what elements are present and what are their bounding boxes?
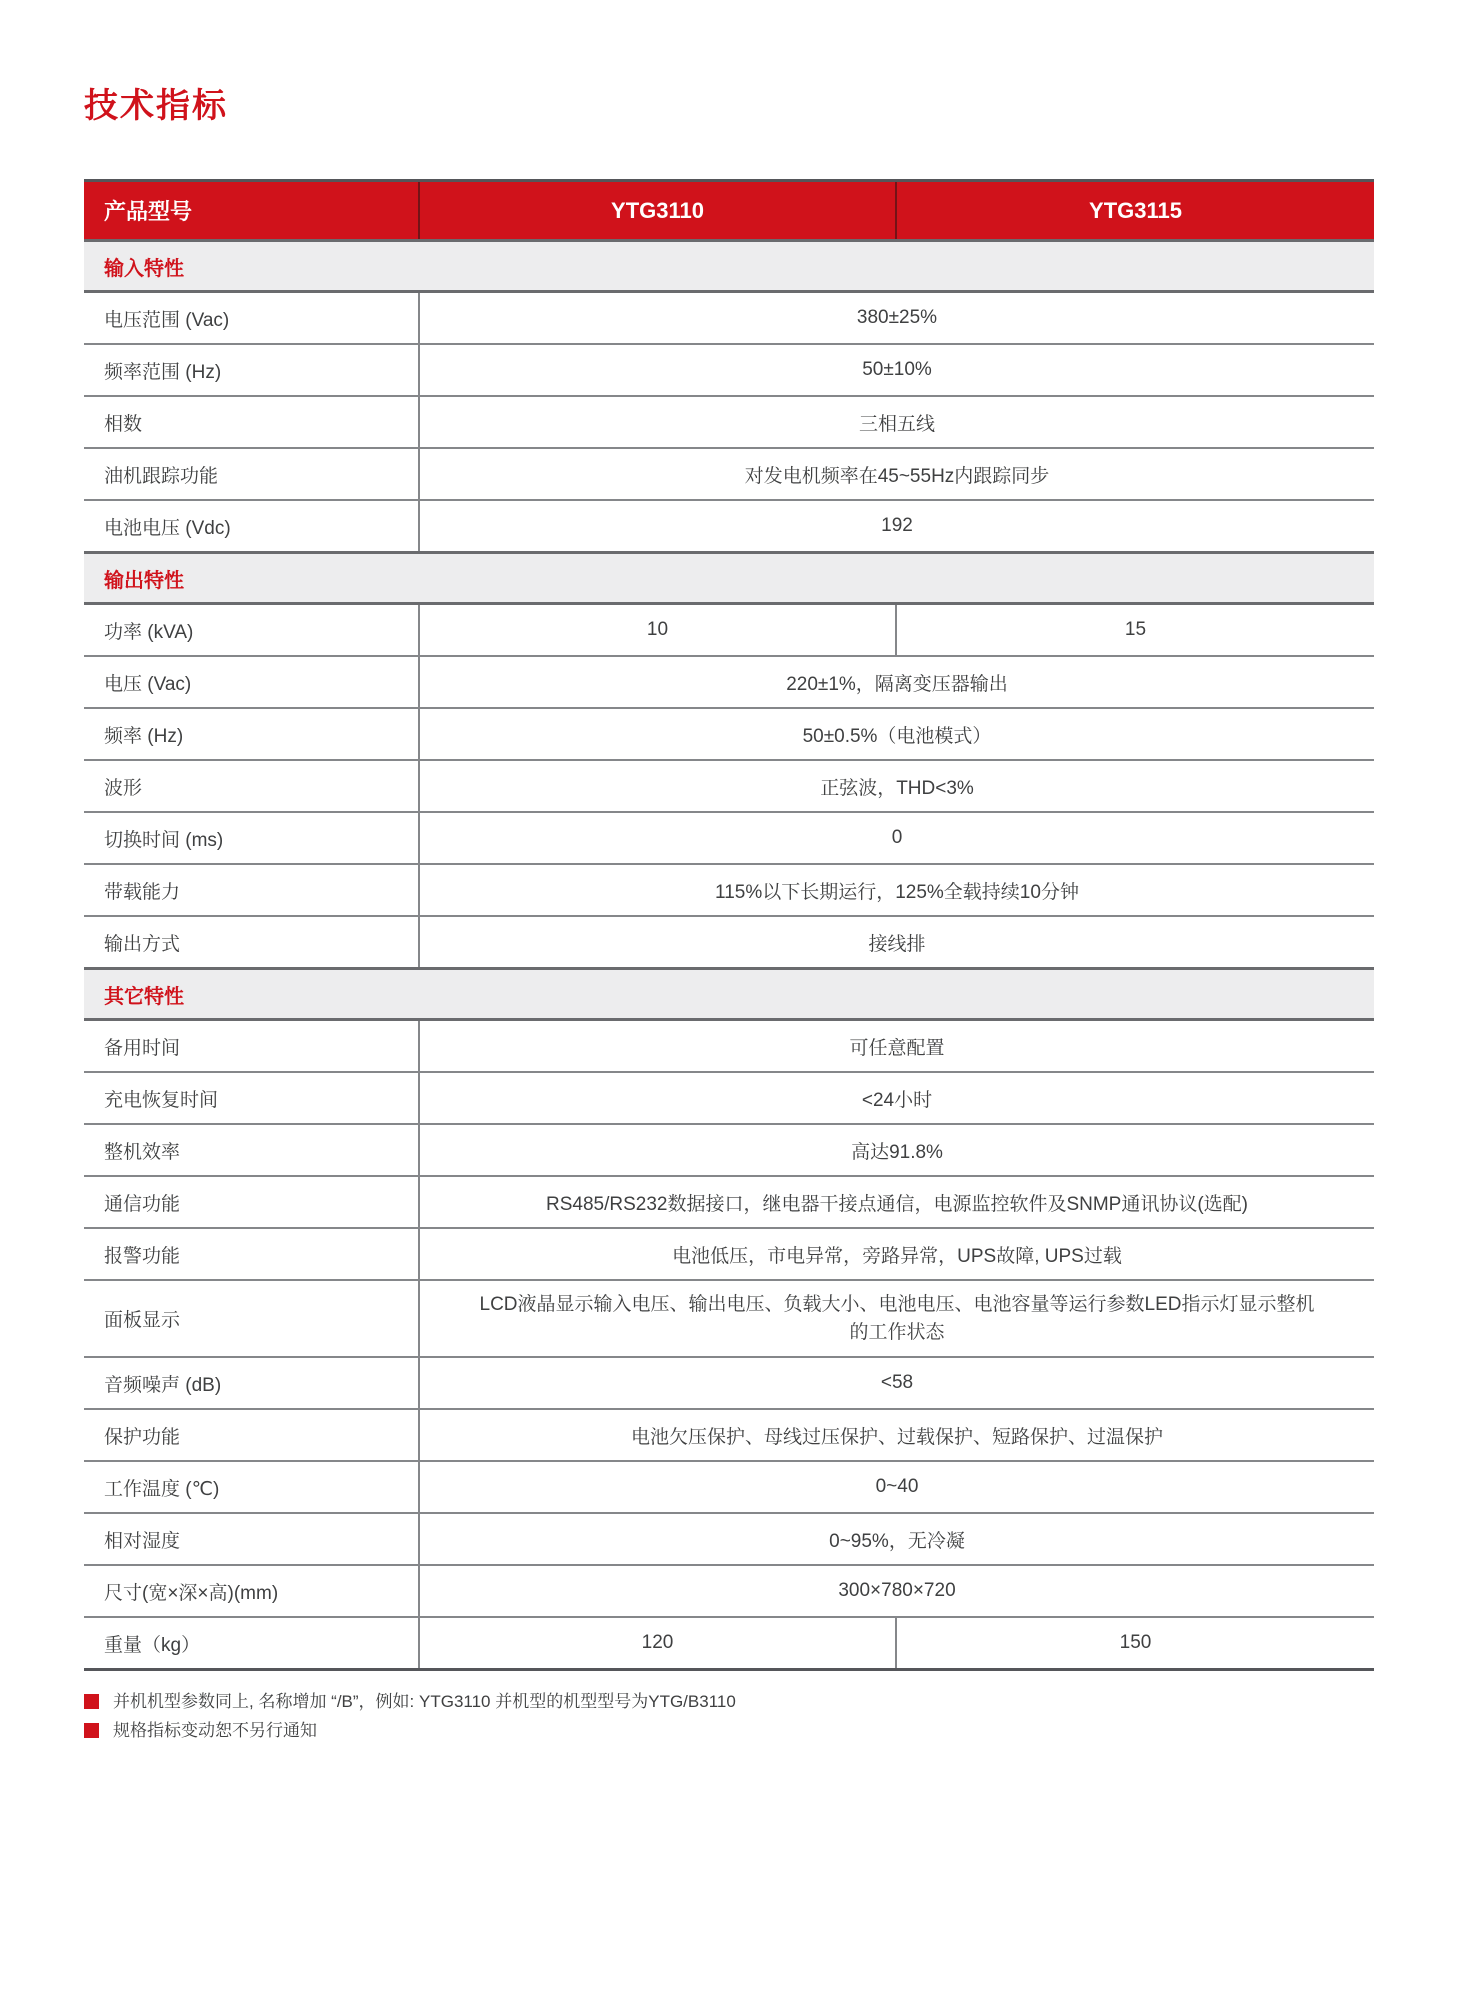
- table-row: [84, 1617, 1374, 1670]
- spec-value: [419, 1280, 1374, 1357]
- footnote-item: [84, 1687, 1374, 1716]
- table-row: [84, 1357, 1374, 1409]
- table-row: [84, 1461, 1374, 1513]
- spec-label: 重量（kg）: [84, 1617, 419, 1670]
- spec-label: 切换时间 (ms): [84, 812, 419, 864]
- spec-label: 备用时间: [84, 1020, 419, 1073]
- spec-value: 220±1%，隔离变压器输出: [419, 656, 1374, 708]
- spec-label: 功率 (kVA): [84, 604, 419, 657]
- spec-label: 工作温度 (℃): [84, 1461, 419, 1513]
- spec-label: 面板显示: [84, 1280, 419, 1357]
- footnote-text: 并机机型参数同上, 名称增加 “/B”，例如: YTG3110 并机型的机型型号为YTG/B3110: [113, 1692, 736, 1712]
- table-row: [84, 864, 1374, 916]
- spec-label: 整机效率: [84, 1124, 419, 1176]
- table-row: [84, 1409, 1374, 1461]
- table-row: [84, 1565, 1374, 1617]
- product-model-header: 产品型号: [84, 181, 419, 241]
- spec-value: 电池低压，市电异常，旁路异常，UPS故障, UPS过载: [419, 1228, 1374, 1280]
- spec-value: 50±10%: [419, 344, 1374, 396]
- spec-value: 300×780×720: [419, 1565, 1374, 1617]
- table-row: [84, 916, 1374, 969]
- table-row: [84, 1020, 1374, 1073]
- footnote-item: [84, 1716, 1374, 1745]
- spec-value-model2: 15: [896, 604, 1374, 657]
- spec-value-model1: 120: [419, 1617, 896, 1670]
- spec-label: 输出方式: [84, 916, 419, 969]
- spec-label: 通信功能: [84, 1176, 419, 1228]
- spec-label: 相数: [84, 396, 419, 448]
- spec-table: [84, 179, 1374, 1671]
- table-row: [84, 1124, 1374, 1176]
- spec-value-model1: 10: [419, 604, 896, 657]
- spec-label: 电池电压 (Vdc): [84, 500, 419, 553]
- spec-label: 相对湿度: [84, 1513, 419, 1565]
- table-row: [84, 396, 1374, 448]
- red-square-bullet-icon: [84, 1694, 99, 1709]
- spec-value: 0~40: [419, 1461, 1374, 1513]
- spec-label: 油机跟踪功能: [84, 448, 419, 500]
- footnotes: [84, 1687, 1374, 1745]
- spec-label: 波形: [84, 760, 419, 812]
- spec-label: 充电恢复时间: [84, 1072, 419, 1124]
- table-row: [84, 500, 1374, 553]
- page-title: 技术指标: [84, 87, 228, 125]
- spec-value: RS485/RS232数据接口，继电器干接点通信，电源监控软件及SNMP通讯协议(选配): [419, 1176, 1374, 1228]
- section-title: 其它特性: [84, 969, 1374, 1020]
- section-title: 输出特性: [84, 553, 1374, 604]
- table-row: [84, 344, 1374, 396]
- spec-value: 380±25%: [419, 292, 1374, 345]
- table-row: [84, 812, 1374, 864]
- table-row: [84, 760, 1374, 812]
- table-row: [84, 708, 1374, 760]
- spec-value: 192: [419, 500, 1374, 553]
- spec-value: 0: [419, 812, 1374, 864]
- spec-value: 115%以下长期运行，125%全载持续10分钟: [419, 864, 1374, 916]
- table-row: [84, 1513, 1374, 1565]
- spec-value: 正弦波，THD<3%: [419, 760, 1374, 812]
- section-row: [84, 241, 1374, 292]
- table-row: [84, 656, 1374, 708]
- spec-label: 报警功能: [84, 1228, 419, 1280]
- spec-label: 带载能力: [84, 864, 419, 916]
- table-row: [84, 1228, 1374, 1280]
- spec-value: 对发电机频率在45~55Hz内跟踪同步: [419, 448, 1374, 500]
- table-row: [84, 1280, 1374, 1357]
- section-title: 输入特性: [84, 241, 1374, 292]
- spec-label: 频率范围 (Hz): [84, 344, 419, 396]
- spec-value-model2: 150: [896, 1617, 1374, 1670]
- table-row: [84, 1176, 1374, 1228]
- section-row: [84, 553, 1374, 604]
- spec-label: 频率 (Hz): [84, 708, 419, 760]
- spec-value-text: LCD液晶显示输入电压、输出电压、负载大小、电池电压、电池容量等运行参数LED指示灯显示整机的工作状态: [479, 1294, 1315, 1343]
- spec-value: 0~95%，无冷凝: [419, 1513, 1374, 1565]
- header-row: [84, 181, 1374, 241]
- table-row: [84, 292, 1374, 345]
- spec-value: <58: [419, 1357, 1374, 1409]
- spec-value: <24小时: [419, 1072, 1374, 1124]
- spec-label: 音频噪声 (dB): [84, 1357, 419, 1409]
- model-column-header-2: YTG3115: [896, 181, 1374, 241]
- spec-value: 电池欠压保护、母线过压保护、过载保护、短路保护、过温保护: [419, 1409, 1374, 1461]
- spec-label: 电压 (Vac): [84, 656, 419, 708]
- section-row: [84, 969, 1374, 1020]
- spec-value: 高达91.8%: [419, 1124, 1374, 1176]
- red-square-bullet-icon: [84, 1723, 99, 1738]
- spec-label: 尺寸(宽×深×高)(mm): [84, 1565, 419, 1617]
- spec-label: 保护功能: [84, 1409, 419, 1461]
- spec-value: 50±0.5%（电池模式）: [419, 708, 1374, 760]
- spec-value: 三相五线: [419, 396, 1374, 448]
- spec-value: 可任意配置: [419, 1020, 1374, 1073]
- table-row: [84, 1072, 1374, 1124]
- spec-value: 接线排: [419, 916, 1374, 969]
- model-column-header-1: YTG3110: [419, 181, 896, 241]
- spec-label: 电压范围 (Vac): [84, 292, 419, 345]
- table-row: [84, 448, 1374, 500]
- table-row: [84, 604, 1374, 657]
- footnote-text: 规格指标变动恕不另行通知: [113, 1721, 317, 1741]
